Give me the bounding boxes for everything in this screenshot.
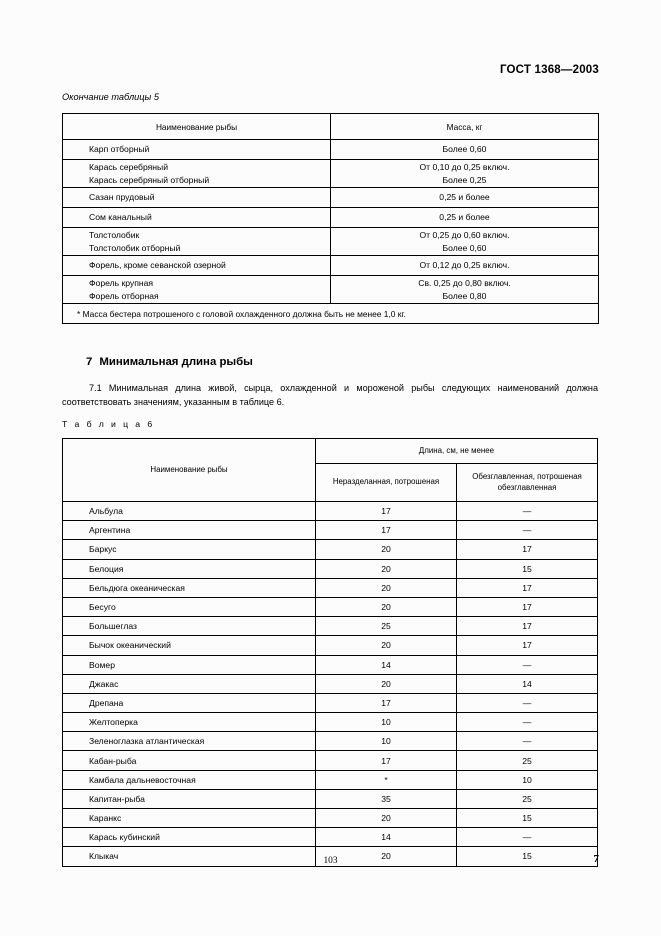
table-row	[63, 713, 598, 732]
table-row	[63, 521, 598, 540]
page-number-right: 7	[593, 853, 599, 865]
table6-cell-length-ungutted: 20	[316, 559, 457, 578]
table5-cell-name	[63, 188, 331, 208]
table6-cell-length-headless: —	[457, 828, 598, 847]
table-row	[63, 674, 598, 693]
table6-cell-length-ungutted: 14	[316, 655, 457, 674]
table-row	[63, 160, 599, 188]
table6-cell-fish-name: Аргентина	[63, 521, 316, 540]
mass-value-line-1: От 0,12 до 0,25 включ.	[419, 260, 510, 271]
table6-cell-length-headless: 17	[457, 597, 598, 616]
fish-name-line-1: Форель, кроме севанской озерной	[89, 260, 226, 271]
table6-cell-length-ungutted: *	[316, 770, 457, 789]
table6-cell-fish-name: Большеглаз	[63, 617, 316, 636]
table6-cell-length-ungutted: 17	[316, 521, 457, 540]
table6-cell-fish-name: Капитан-рыба	[63, 789, 316, 808]
table6-cell-length-ungutted: 17	[316, 693, 457, 712]
table6-header-row-1	[63, 439, 598, 464]
mass-value-line-1: Более 0,60	[442, 144, 487, 155]
table6-cell-length-headless: 25	[457, 751, 598, 770]
table6-cell-fish-name: Бычок океанический	[63, 636, 316, 655]
mass-value-line-2: Более 0,60	[442, 242, 487, 253]
mass-value-line-1: 0,25 и более	[439, 192, 490, 203]
table-6	[62, 438, 598, 867]
table6-cell-length-headless: 17	[457, 540, 598, 559]
table5-col-header-name: Наименование рыбы	[63, 114, 331, 140]
table6-cell-length-ungutted: 20	[316, 847, 457, 866]
table-row	[63, 502, 598, 521]
mass-value-line-2: Более 0,80	[442, 290, 487, 301]
table6-cell-fish-name: Желтоперка	[63, 713, 316, 732]
table-row	[63, 770, 598, 789]
table6-cell-length-ungutted: 10	[316, 713, 457, 732]
mass-value-line-2: Более 0,25	[442, 174, 487, 185]
table5-cell-name	[63, 256, 331, 276]
table6-cell-fish-name: Кабан-рыба	[63, 751, 316, 770]
table-row	[63, 809, 598, 828]
table6-cell-fish-name: Белоция	[63, 559, 316, 578]
table6-col-header-ungutted: Неразделанная, потрошеная	[316, 464, 457, 502]
table6-cell-length-headless: 17	[457, 617, 598, 636]
fish-name-line-1: Карась серебряный	[89, 162, 169, 173]
table6-cell-fish-name: Вомер	[63, 655, 316, 674]
table-row	[63, 751, 598, 770]
table6-cell-length-ungutted: 20	[316, 597, 457, 616]
table-row	[63, 228, 599, 256]
table-row	[63, 617, 598, 636]
table5-cell-mass	[331, 256, 599, 276]
table6-cell-length-ungutted: 17	[316, 751, 457, 770]
fish-name-line-1: Сом канальный	[89, 212, 152, 223]
table6-cell-length-ungutted: 10	[316, 732, 457, 751]
table5-cell-mass	[331, 160, 599, 188]
table6-cell-length-ungutted: 25	[316, 617, 457, 636]
table6-cell-fish-name: Каранкс	[63, 809, 316, 828]
table6-cell-fish-name: Карась кубинский	[63, 828, 316, 847]
table5-cell-name	[63, 140, 331, 160]
table5-cell-mass	[331, 188, 599, 208]
table6-cell-fish-name: Дрепана	[63, 693, 316, 712]
table6-cell-length-ungutted: 20	[316, 540, 457, 559]
table6-cell-length-ungutted: 14	[316, 828, 457, 847]
table-5-continuation	[62, 113, 599, 324]
table6-col-header-name: Наименование рыбы	[63, 439, 316, 502]
table6-cell-length-headless: —	[457, 502, 598, 521]
table-row	[63, 693, 598, 712]
table5-cell-mass	[331, 208, 599, 228]
fish-name-line-1: Карп отборный	[89, 144, 150, 155]
table-row	[63, 789, 598, 808]
table6-cell-length-headless: —	[457, 693, 598, 712]
table6-cell-length-headless: 15	[457, 847, 598, 866]
table5-cell-name	[63, 276, 331, 304]
table5-cell-mass	[331, 228, 599, 256]
table6-cell-fish-name: Камбала дальневосточная	[63, 770, 316, 789]
section-7-title: Минимальная длина рыбы	[99, 356, 253, 368]
table-row	[63, 140, 599, 160]
table6-cell-fish-name: Зеленоглазка атлантическая	[63, 732, 316, 751]
table6-cell-fish-name: Бесуго	[63, 597, 316, 616]
fish-name-line-2: Карась серебряный отборный	[89, 174, 210, 185]
table6-cell-length-headless: 15	[457, 809, 598, 828]
table6-cell-fish-name: Клыкач	[63, 847, 316, 866]
mass-value-line-1: От 0,10 до 0,25 включ.	[419, 162, 510, 173]
table-row	[63, 559, 598, 578]
table6-cell-length-headless: —	[457, 713, 598, 732]
fish-name-line-2: Толстолобик отборный	[89, 242, 181, 253]
table5-cell-name	[63, 228, 331, 256]
page-number-center: 103	[323, 856, 338, 866]
table-row	[63, 540, 598, 559]
table6-cell-length-headless: —	[457, 732, 598, 751]
table6-cell-length-ungutted: 20	[316, 674, 457, 693]
table5-footnote: * Масса бестера потрошеного с головой охлажденного должна быть не менее 1,0 кг.	[63, 304, 599, 324]
table6-cell-length-headless: 15	[457, 559, 598, 578]
table5-cell-mass	[331, 140, 599, 160]
fish-name-line-1: Толстолобик	[89, 230, 140, 241]
table6-cell-fish-name: Бельдюга океаническая	[63, 578, 316, 597]
table-row	[63, 732, 598, 751]
fish-name-line-2: Форель отборная	[89, 290, 159, 301]
table6-cell-length-headless: —	[457, 521, 598, 540]
table6-cell-length-ungutted: 20	[316, 636, 457, 655]
table5-cell-name	[63, 160, 331, 188]
table6-cell-fish-name: Баркус	[63, 540, 316, 559]
table5-cell-mass	[331, 276, 599, 304]
table-row	[63, 636, 598, 655]
fish-name-line-1: Сазан прудовый	[89, 192, 155, 203]
table5-footnote-row	[63, 304, 599, 324]
table6-cell-length-headless: —	[457, 655, 598, 674]
table-row	[63, 256, 599, 276]
section-7-heading	[86, 356, 253, 368]
table-row	[63, 276, 599, 304]
table-row	[63, 578, 598, 597]
table6-caption: Т а б л и ц а 6	[62, 419, 155, 429]
table6-col-header-headless: Обезглавленная, потрошеная обезглавленная	[457, 464, 598, 502]
table6-cell-fish-name: Джакас	[63, 674, 316, 693]
table5-header-row	[63, 114, 599, 140]
table6-cell-fish-name: Альбула	[63, 502, 316, 521]
table-row	[63, 828, 598, 847]
table6-col-header-group: Длина, см, не менее	[316, 439, 598, 464]
mass-value-line-1: Св. 0,25 до 0,80 включ.	[418, 278, 511, 289]
table6-cell-length-headless: 10	[457, 770, 598, 789]
table6-cell-length-headless: 17	[457, 636, 598, 655]
mass-value-line-1: От 0,25 до 0,60 включ.	[419, 230, 510, 241]
mass-value-line-1: 0,25 и более	[439, 212, 490, 223]
table6-cell-length-ungutted: 35	[316, 789, 457, 808]
section-7-paragraph: 7.1 Минимальная длина живой, сырца, охлажденной и мороженой рыбы следующих наименований должна соответствовать значениям, указанным в таблице 6.	[62, 383, 598, 407]
table5-caption: Окончание таблицы 5	[62, 92, 159, 102]
table6-cell-length-ungutted: 17	[316, 502, 457, 521]
table6-cell-length-ungutted: 20	[316, 809, 457, 828]
table-row	[63, 188, 599, 208]
fish-name-line-1: Форель крупная	[89, 278, 154, 289]
table-row	[63, 597, 598, 616]
section-7-number: 7	[86, 356, 93, 368]
table5-cell-name	[63, 208, 331, 228]
document-standard-header: ГОСТ 1368—2003	[499, 64, 599, 76]
table6-cell-length-headless: 17	[457, 578, 598, 597]
table-row	[63, 208, 599, 228]
table6-cell-length-headless: 14	[457, 674, 598, 693]
table-row	[63, 655, 598, 674]
table6-cell-length-ungutted: 20	[316, 578, 457, 597]
table6-cell-length-headless: 25	[457, 789, 598, 808]
table5-col-header-mass: Масса, кг	[331, 114, 599, 140]
